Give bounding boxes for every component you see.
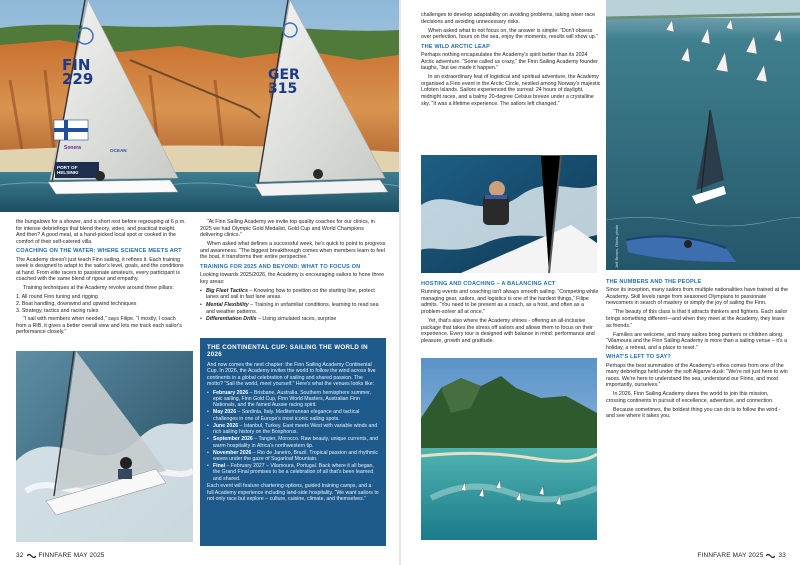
right-folio: [697, 552, 786, 559]
venue-date: February 2026: [213, 389, 249, 396]
paragraph-families: Families are welcome, and many sailors bring partners or children along. “Vilamoura and the Finn Sailing Academy is more than a sailing venue – it's a holiday, a retreat, and a place to reset.”: [606, 331, 788, 351]
fleet-photo-illustration: [606, 0, 800, 270]
list-item: [200, 288, 386, 301]
lofoten-photo-illustration: [421, 358, 597, 540]
photo-lofoten-islands: [421, 358, 597, 540]
left-page: [0, 0, 399, 565]
page-number: 33: [778, 552, 786, 559]
venue-item: [207, 450, 379, 463]
paragraph-top-coaches: “At Finn Sailing Academy we invite top quality coaches for our clinics, in 2025 we had Olympic Gold Medalist, Gold Cup and World Champions delivering clinics.”: [200, 219, 375, 239]
magazine-issue: FINNFARE MAY 2025: [38, 552, 105, 559]
photo-fleet-aerial: [606, 0, 800, 270]
bullet-text: – Training in unfamiliar conditions, learning to read sea and weather patterns.: [206, 301, 379, 315]
right-page: [401, 0, 800, 565]
sponsor-sonera: Sonera: [64, 145, 81, 151]
heading-wild-arctic-leap: THE WILD ARCTIC LEAP: [421, 43, 490, 50]
key-areas-list: [200, 288, 386, 323]
sail-country-ger: GER: [268, 67, 300, 83]
sponsor-port-of-helsinki: PORT OF HELSINKI: [57, 165, 79, 175]
photo-sailor-closeup: [421, 155, 597, 273]
venue-item: [207, 409, 379, 422]
bullet-title: Differentiation Drills: [206, 316, 257, 323]
venue-item: [207, 423, 379, 436]
paragraph-academy-refines: The Academy doesn't just teach Finn sailing, it refines it. Each training week is designed to adapt to the sailor's level, goals, and the conditions at hand. From elite racers to passionate amateurs, every participant is coached with the same blend of rigour and empathy.: [16, 256, 184, 283]
heading-hosting-coaching: HOSTING AND COACHING – A BALANCING ACT: [421, 281, 556, 287]
right-column-mid: [421, 278, 601, 358]
box-closing: Each event will feature chartering options, guided training camps, and a full Academy experience including land-side hospitality. “We want sailors to not only race but explore – culture, cuisine, climate, and themselves.”: [207, 483, 379, 503]
box-intro: And now comes the next chapter: the Finn Sailing Academy Continental Cup. In 2026, the Academy invites the world to follow the wind across five continents in a global celebration of sailing and shared passion. The motto? “Sail the world, meet yourself.” Here's what the venues looks like:: [207, 362, 376, 388]
paragraph-adaptability: challenges to develop adaptability on avoiding problems, taking wiser race decisions and avoiding unnecessary risks.: [421, 12, 596, 25]
photo-dinghy-spray: [16, 351, 193, 542]
bullet-text: – Using simulated races, surprise: [256, 316, 337, 323]
venue-item: [207, 390, 379, 409]
sail-number-229: 229: [62, 70, 94, 88]
left-column-2: [200, 219, 386, 337]
paragraph-arctic-adventure: Perhaps nothing encapsulates the Academy's spirit better than its 2024 Arctic adventure. “Some called us crazy,” the Finn Sailing Academy founder laughs, “but we made it happen.”: [421, 51, 598, 72]
heading-numbers-people: THE NUMBERS AND THE PEOPLE: [606, 279, 702, 285]
continental-cup-box: [200, 338, 386, 546]
sponsor-ocean: OCEAN: [110, 148, 127, 153]
left-folio: [16, 552, 105, 559]
sail-number-fin: [62, 58, 93, 86]
box-title: THE CONTINENTAL CUP: SAILING THE WORLD IN 2026: [207, 344, 368, 358]
right-column-side: [606, 276, 788, 540]
venue-date: November 2026: [213, 449, 252, 456]
paragraph-not-focus: When asked what to not focus on, the answer is simple: “Don't obsess over perfection, hours on the sea, enjoy the moments, results will show up.”: [421, 27, 598, 41]
magazine-issue: FINNFARE MAY 2025: [697, 552, 764, 559]
heading-training-2025: TRAINING FOR 2025 AND BEYOND: WHAT TO FOCUS ON: [200, 263, 361, 270]
paragraph-three-pillars: Training techniques at the Academy revolve around three pillars:: [23, 285, 174, 292]
venue-date: September 2026: [213, 436, 253, 443]
venues-list: [207, 390, 379, 483]
list-item: 3. Strategy, tactics and racing rules: [16, 307, 99, 314]
left-column-1: [16, 219, 186, 347]
venue-item: [207, 463, 379, 482]
hero-photo-finn-dinghies: [0, 0, 399, 212]
paragraph-debrief: the bungalows for a shower, and a short rest before regrouping at 6 p.m. for intense debriefings that blend theory, video, and practical insight. And then? A good meal, at a hand-picked local spot or cooked in the comfort of their self-catered villa.: [16, 219, 186, 245]
right-column-top: [421, 12, 601, 154]
sail-number-ger: [268, 68, 300, 96]
paragraph-successful-week: When asked what defines a successful week, he's quick to point to progress and awareness. “The biggest breakthrough comes when members learn to feel the boat, it transforms their entire perspective.”: [200, 241, 386, 261]
bullet-text: – Knowing how to position on the starting line, protect lanes and sail in fast lane areas.: [206, 287, 375, 301]
heading-coaching-on-water: COACHING ON THE WATER: WHERE SCIENCE MEETS ART: [16, 248, 182, 255]
paragraph-thinkers-fighters: “The beauty of this class is that it attracts thinkers and fighters. Each sailor brings something different—and when they meet at the Academy, they leave as friends.”: [606, 309, 788, 329]
venue-date: May 2026: [213, 409, 237, 416]
paragraph-smooth-sailing: Running events and coaching isn't always smooth sailing. “Competing while managing gear, sailors, and logistics is one of the hardest things,” Filipe admits. “You need to be present as a coach, as a host, and often as a problem-solver all at once.”: [421, 289, 599, 315]
sailor-photo-illustration: [421, 155, 597, 273]
venue-text: – Istanbul, Turkey. East meets West with variable winds and rich sailing history on the Bosphorus.: [213, 422, 378, 436]
paragraph-2026-mission: In 2026, Finn Sailing Academy dares the world to join this mission, crossing continents in pursuit of excellence, adventure, and connection.: [606, 391, 774, 404]
paragraph-ethos: Perhaps the best summation of the Academy's ethos comes from one of the many debriefings held under the soft Algarve dusk: “We're not just here to win races. We're here to understand the sea, understand our Finns, and most importantly, ourselves.”: [606, 362, 788, 389]
paragraph-follow-wind: Because sometimes, the boldest thing you can do is to follow the wind - and see where it takes you.: [606, 406, 781, 420]
list-item: [200, 302, 386, 315]
venue-item: [207, 436, 379, 449]
sail-number-315: 315: [268, 81, 298, 97]
heading-whats-left: WHAT'S LEFT TO SAY?: [606, 354, 671, 361]
list-item: 1. All round Finn tuning and rigging: [16, 294, 98, 301]
venue-text: – Tangier, Morocco. Raw beauty, unique currents, and warm hospitality in Africa's northwestern tip.: [213, 436, 379, 449]
list-item: 2. Boat handling, downwind and upwind techniques: [16, 300, 137, 307]
wave-icon: [27, 553, 36, 558]
venue-text: – February 2027 – Vilamoura, Portugal. Back where it all began, the Grand Final promises to be a celebration of all that's been learned and shared.: [213, 463, 374, 482]
paragraph-all-inclusive: Yet, that's also where the Academy shines - offering an all-inclusive package that takes the stress off sailors and allows them to focus on their experience. Every tour is designed with balance in mind: performance and pleasure, growth and gratitude.: [421, 317, 595, 344]
hero-photo-illustration: [0, 0, 399, 212]
venue-text: – Brisbane, Australia. Southern hemisphere summer, epic sailing, Finn Gold Cup, Finn World Masters, Australian Finn Nationals, and the famed Aussie racing spirit.: [213, 389, 372, 409]
venue-date: Final: [213, 463, 226, 470]
sail-country-fin: FIN: [62, 56, 91, 74]
paragraph-filipe-quote: “I sail with members when needed,” says Filipe. “I mostly, I coach from a RIB, it gives a better overall view and lets me track each sailor's performance closely.”: [16, 316, 182, 336]
spray-photo-illustration: [16, 351, 193, 542]
venue-date: June 2026: [213, 422, 239, 429]
venue-text: – Sardinia, Italy. Mediterranean elegance and tactical challenges in one of Europe's most iconic sailing spots.: [213, 409, 360, 422]
venue-text: – Rio de Janeiro, Brazil. Tropical passion and rhythmic waves under the gaze of Sugarloaf Mountain.: [213, 449, 378, 463]
pillars-list: [16, 294, 186, 314]
bullet-title: Big Fleet Tactics: [206, 287, 248, 294]
paragraph-lofoten: In an extraordinary feat of logistical and spiritual adventure, the Academy organised a Finn event in the Arctic Circle, nestled among Norway's majestic Lofoten Islands. Sailors experienced the surreal: 24 hours of daylight, midnight races, and a balmy 20-degree Celsius breeze under a crystalline sky. “It was a lifetime experience. The sailors left changed.”: [421, 74, 601, 107]
page-number: 32: [16, 552, 24, 559]
paragraph-key-areas: Looking towards 2025/2026, the Academy is encouraging sailors to hone three key areas:: [200, 272, 385, 285]
list-item: [200, 316, 386, 323]
wave-icon: [766, 553, 775, 558]
bullet-title: Mental Flexibility: [206, 301, 249, 308]
paragraph-inception: Since its inception, many sailors from multiple nationalities have trained at the Academy. Skill levels range from seasoned Olympians to passionate newcomers in search of mastery or simply the joy of sailing the Finn.: [606, 287, 788, 307]
photo-credit: Jeff Brown, Olivia. photo: [614, 224, 619, 268]
